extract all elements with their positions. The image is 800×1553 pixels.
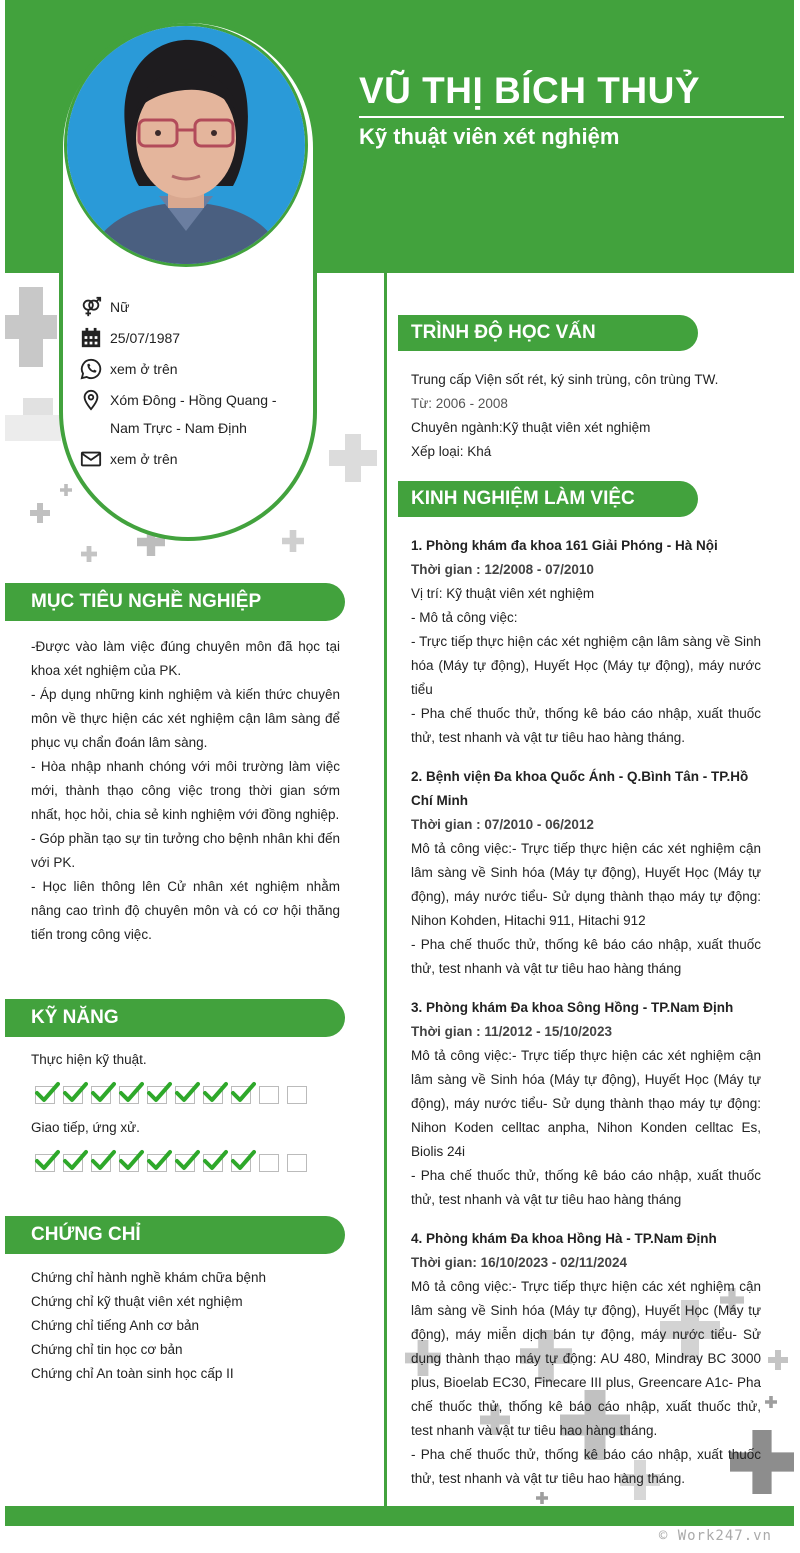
checked-box-icon — [119, 1154, 139, 1172]
footer-band — [5, 1506, 794, 1526]
portrait-illustration — [67, 26, 305, 264]
job-description: - Pha chế thuốc thử, thống kê báo cáo nhập, xuất thuốc thử, test nhanh và vật tư tiêu hao hàng tháng — [411, 1168, 761, 1207]
contact-gender — [80, 293, 300, 321]
job-company: 2. Bệnh viện Đa khoa Quốc Ánh - Q.Bình Tân - TP.Hồ Chí Minh — [411, 769, 749, 808]
contact-email — [80, 445, 300, 473]
checked-box-icon — [203, 1154, 223, 1172]
checked-box-icon — [175, 1154, 195, 1172]
certificate-item: Chứng chỉ tiếng Anh cơ bản — [31, 1318, 199, 1333]
objective-paragraph: - Góp phần tạo sự tin tưởng cho bệnh nhân khi đến với PK. — [31, 831, 340, 870]
education-period: Từ: 2006 - 2008 — [411, 396, 508, 411]
column-divider — [384, 273, 387, 1506]
objective-text — [31, 635, 340, 947]
job-entry — [411, 765, 761, 981]
gender-text: Nữ — [110, 299, 130, 315]
education-major: Chuyên ngành:Kỹ thuật viên xét nghiệm — [411, 420, 651, 435]
watermark: © Work247.vn — [658, 1528, 772, 1544]
job-period: Thời gian : 07/2010 - 06/2012 — [411, 817, 594, 832]
checked-box-icon — [147, 1154, 167, 1172]
birthday-text: 25/07/1987 — [110, 330, 181, 346]
job-description: - Pha chế thuốc thử, thống kê báo cáo nhập, xuất thuốc thử, test nhanh và vật tư tiêu hao hàng tháng. — [411, 706, 761, 745]
decorative-cross-icon — [5, 287, 57, 367]
decorative-cross-icon — [30, 503, 50, 523]
education-grade: Xếp loại: Khá — [411, 444, 492, 459]
objective-paragraph: - Hòa nhập nhanh chóng với môi trường làm việc mới, thành thạo công việc trong thời gian sớm nhất, học hỏi, chia sẻ kinh nghiệm với đồng nghiệp. — [31, 759, 340, 822]
skills-heading: KỸ NĂNG — [5, 999, 345, 1037]
job-company: 1. Phòng khám đa khoa 161 Giải Phóng - Hà Nội — [411, 538, 718, 553]
job-description: Mô tả công việc:- Trực tiếp thực hiện các xét nghiệm cận lâm sàng về Sinh hóa (Máy tự động), Huyết Học (Máy tự động), máy nước tiểu- Sử dụng thành thạo máy tự động: Nihon Kohden, Hitachi 911, Hitachi 912 — [411, 841, 761, 928]
decorative-cross-icon — [768, 1350, 788, 1370]
certificate-list — [31, 1266, 266, 1386]
address-text: Xóm Đông - Hồng Quang - Nam Trực - Nam Định — [110, 392, 277, 436]
contact-list — [80, 293, 300, 476]
job-entry — [411, 534, 761, 750]
job-period: Thời gian : 11/2012 - 15/10/2023 — [411, 1024, 612, 1039]
education-heading: TRÌNH ĐỘ HỌC VẤN — [398, 315, 698, 351]
avatar — [64, 23, 308, 267]
contact-address — [80, 386, 300, 442]
skill-name: Giao tiếp, ứng xử. — [31, 1120, 140, 1135]
skill-name: Thực hiện kỹ thuật. — [31, 1052, 147, 1067]
education-block — [411, 368, 771, 464]
decorative-cross-icon — [765, 1396, 777, 1408]
job-entry — [411, 996, 761, 1212]
certificate-item: Chứng chỉ hành nghề khám chữa bệnh — [31, 1270, 266, 1285]
job-description: Vị trí: Kỹ thuật viên xét nghiệm — [411, 586, 595, 601]
checked-box-icon — [63, 1154, 83, 1172]
decorative-cross-icon — [60, 484, 72, 496]
calendar-icon — [80, 327, 102, 349]
objective-paragraph: -Được vào làm việc đúng chuyên môn đã học tại khoa xét nghiệm của PK. — [31, 639, 340, 678]
checked-box-icon — [91, 1086, 111, 1104]
checked-box-icon — [35, 1154, 55, 1172]
job-company: 4. Phòng khám Đa khoa Hồng Hà - TP.Nam Định — [411, 1231, 717, 1246]
job-description: Mô tả công việc:- Trực tiếp thực hiện các xét nghiệm cận lâm sàng về Sinh hóa (Máy tự động), Huyết Học (Máy tự động), máy miễn dịch bán tự động, máy nước tiểu- Sử dụng thành thạo máy tự động: AU 480, Mindray BC 3000 plus, Bioelab EC30, Finecare III plus, Greencare A1c- Pha chế thuốc thử, thống kê báo cáo nhập, xuất thuốc thử, test nhanh và vật tư tiêu hao hàng tháng. — [411, 1279, 761, 1438]
candidate-name: VŨ THỊ BÍCH THUỶ — [359, 70, 700, 111]
empty-box-icon — [259, 1086, 279, 1104]
checked-box-icon — [203, 1086, 223, 1104]
job-description: - Pha chế thuốc thử, thống kê báo cáo nhập, xuất thuốc thử, test nhanh và vật tư tiêu hao hàng tháng. — [411, 1447, 761, 1486]
checked-box-icon — [175, 1086, 195, 1104]
job-description: - Pha chế thuốc thử, thống kê báo cáo nhập, xuất thuốc thử, test nhanh và vật tư tiêu hao hàng tháng — [411, 937, 761, 976]
contact-birthday — [80, 324, 300, 352]
certificates-heading: CHỨNG CHỈ — [5, 1216, 345, 1254]
checked-box-icon — [231, 1154, 251, 1172]
experience-list — [411, 534, 761, 1506]
objective-paragraph: - Áp dụng những kinh nghiệm và kiến thức chuyên môn về thực hiện các xét nghiệm cận lâm sàng để phục vụ chẩn đoán lâm sàng. — [31, 687, 340, 750]
experience-heading: KINH NGHIỆM LÀM VIỆC — [398, 481, 698, 517]
job-entry — [411, 1227, 761, 1491]
objective-heading: MỤC TIÊU NGHỀ NGHIỆP — [5, 583, 345, 621]
objective-paragraph: - Học liên thông lên Cử nhân xét nghiệm nhằm nâng cao trình độ chuyên môn và có cơ hội thăng tiến trong công việc. — [31, 879, 340, 942]
checked-box-icon — [91, 1154, 111, 1172]
certificate-item: Chứng chỉ kỹ thuật viên xét nghiệm — [31, 1294, 243, 1309]
job-period: Thời gian : 12/2008 - 07/2010 — [411, 562, 594, 577]
decorative-cross-icon — [282, 530, 304, 552]
checked-box-icon — [63, 1086, 83, 1104]
certificate-item: Chứng chỉ tin học cơ bản — [31, 1342, 183, 1357]
job-description: Mô tả công việc:- Trực tiếp thực hiện các xét nghiệm cận lâm sàng về Sinh hóa (Máy tự động), Huyết Học (Máy tự động), máy nước tiểu- Sử dụng thành thạo máy tự động: Nihon Koden celltac anpha, Nihon Konden celltac Es, Biolis 24i — [411, 1048, 761, 1159]
job-period: Thời gian: 16/10/2023 - 02/11/2024 — [411, 1255, 627, 1270]
candidate-job-title: Kỹ thuật viên xét nghiệm — [359, 124, 620, 149]
job-description: - Mô tả công việc: — [411, 610, 518, 625]
job-description: - Trực tiếp thực hiện các xét nghiệm cận lâm sàng về Sinh hóa (Máy tự động), Huyết Học (Máy tự động), máy nước tiểu — [411, 634, 761, 697]
skill-rating — [35, 1086, 307, 1104]
checked-box-icon — [35, 1086, 55, 1104]
checked-box-icon — [119, 1086, 139, 1104]
mail-icon — [80, 448, 102, 470]
education-school: Trung cấp Viện sốt rét, ký sinh trùng, côn trùng TW. — [411, 372, 719, 387]
gender-icon — [80, 296, 102, 318]
email-text: xem ở trên — [110, 451, 178, 467]
phone-text: xem ở trên — [110, 361, 178, 377]
decorative-cross-icon — [329, 434, 377, 482]
empty-box-icon — [287, 1154, 307, 1172]
contact-phone — [80, 355, 300, 383]
empty-box-icon — [287, 1086, 307, 1104]
phone-icon — [80, 358, 102, 380]
location-icon — [80, 389, 102, 411]
name-underline — [359, 116, 784, 118]
empty-box-icon — [259, 1154, 279, 1172]
checked-box-icon — [231, 1086, 251, 1104]
certificate-item: Chứng chỉ An toàn sinh học cấp II — [31, 1366, 234, 1381]
decorative-cross-icon — [81, 546, 97, 562]
checked-box-icon — [147, 1086, 167, 1104]
job-company: 3. Phòng khám Đa khoa Sông Hồng - TP.Nam Định — [411, 1000, 734, 1015]
skill-rating — [35, 1154, 307, 1172]
